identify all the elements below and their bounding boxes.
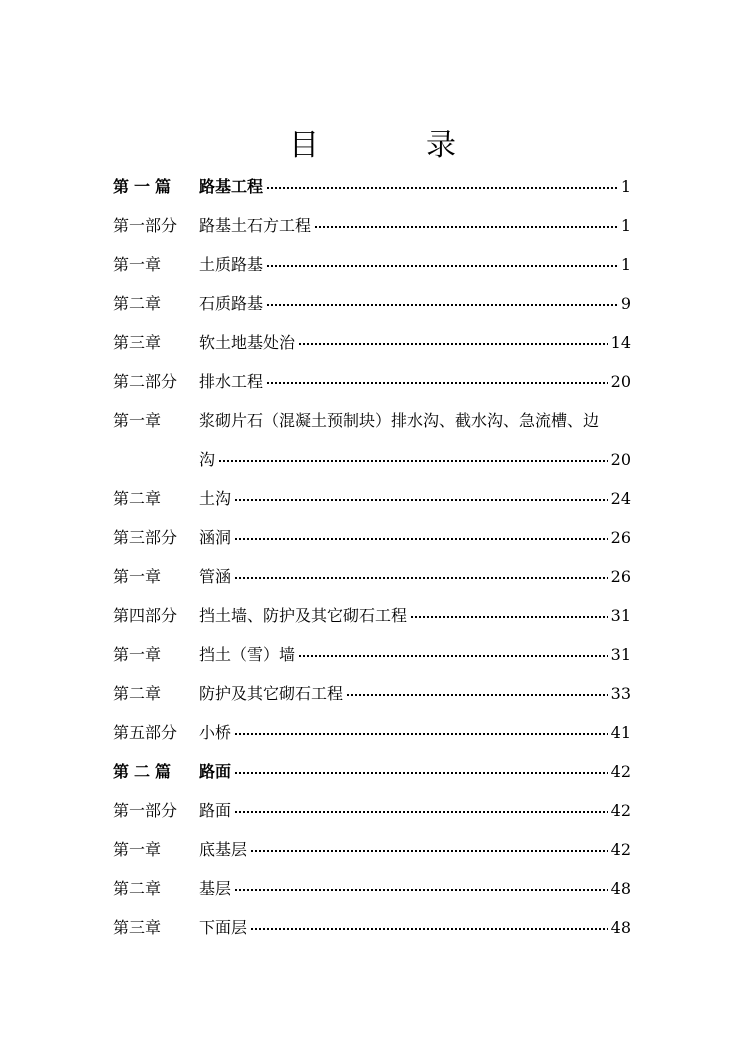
toc-entry[interactable] (0, 408, 744, 434)
toc-entry-label: 第三部分 (113, 528, 178, 547)
toc-entry-label: 第一章 (113, 840, 162, 859)
toc-entry-title: 路面 (199, 759, 235, 785)
toc-entry[interactable] (0, 330, 744, 356)
toc-entry-label: 第一章 (113, 255, 162, 274)
toc-entry-title: 软土地基处治 (199, 330, 299, 356)
toc-entry-page: 26 (608, 564, 631, 590)
toc-entry-label: 第一章 (113, 567, 162, 586)
toc-entry-title: 涵洞 (199, 525, 235, 551)
toc-entry[interactable] (0, 486, 744, 512)
toc-leader-dots (200, 772, 625, 774)
toc-entry-title: 土质路基 (199, 252, 267, 278)
toc-entry-page: 31 (608, 642, 631, 668)
toc-entry-page: 1 (618, 174, 631, 200)
toc-entry[interactable] (0, 681, 744, 707)
toc-entry-title: 挡土墙、防护及其它砌石工程 (199, 603, 411, 629)
toc-entry-title: 底基层 (199, 837, 251, 863)
toc-entry-page: 42 (608, 759, 631, 785)
toc-entry-label: 第二章 (113, 684, 162, 703)
toc-entry-title: 挡土（雪）墙 (199, 642, 299, 668)
toc-entry-page: 20 (608, 447, 631, 473)
toc-leader-dots (200, 733, 625, 735)
toc-entry[interactable] (0, 876, 744, 902)
toc-entry-page: 31 (608, 603, 631, 629)
toc-entry[interactable] (0, 720, 744, 746)
toc-entry-page: 14 (608, 330, 631, 356)
toc-entry-title: 石质路基 (199, 291, 267, 317)
toc-entry[interactable] (0, 291, 744, 317)
toc-entry-title: 浆砌片石（混凝土预制块）排水沟、截水沟、急流槽、边 (199, 408, 603, 434)
toc-entry[interactable] (0, 603, 744, 629)
toc-leader-dots (200, 499, 625, 501)
toc-entry-page: 42 (608, 837, 631, 863)
toc-entry-label: 第三章 (113, 918, 162, 937)
toc-entry-label: 第三章 (113, 333, 162, 352)
toc-title-char-2: 录 (426, 128, 456, 163)
toc-entry-part-1[interactable] (0, 174, 744, 200)
toc-entry-title: 路基土石方工程 (199, 213, 315, 239)
toc-entry-title: 排水工程 (199, 369, 267, 395)
toc-entry[interactable] (0, 213, 744, 239)
toc-entry-label: 第一部分 (113, 216, 178, 235)
toc-entry[interactable] (0, 369, 744, 395)
toc-leader-dots (200, 811, 625, 813)
toc-entry-title: 土沟 (199, 486, 235, 512)
toc-entry[interactable] (0, 564, 744, 590)
toc-entry-page: 1 (618, 252, 631, 278)
toc-entry-label: 第二章 (113, 294, 162, 313)
toc-entry-page: 42 (608, 798, 631, 824)
toc-entry-continuation[interactable] (0, 447, 744, 473)
toc-entry-page: 41 (608, 720, 631, 746)
toc-leader-dots (200, 889, 625, 891)
toc-entry-title: 小桥 (199, 720, 235, 746)
toc-entry-page: 1 (618, 213, 631, 239)
toc-entry-label: 第四部分 (113, 606, 178, 625)
toc-leader-dots (200, 928, 625, 930)
toc-leader-dots (200, 577, 625, 579)
toc-entry-title: 管涵 (199, 564, 235, 590)
toc-entry-part-2[interactable] (0, 759, 744, 785)
toc-title-char-1: 目 (289, 128, 319, 163)
toc-entry-label: 第一章 (113, 411, 162, 430)
toc-entry-page: 9 (618, 291, 631, 317)
toc-entry-title: 下面层 (199, 915, 251, 941)
toc-entry[interactable] (0, 915, 744, 941)
toc-entry-title: 防护及其它砌石工程 (199, 681, 347, 707)
toc-entry[interactable] (0, 837, 744, 863)
toc-entry-label: 第二部分 (113, 372, 178, 391)
toc-entry[interactable] (0, 798, 744, 824)
toc-entry-label: 第一章 (113, 645, 162, 664)
toc-entry[interactable] (0, 252, 744, 278)
toc-entry[interactable] (0, 525, 744, 551)
toc-entry-label: 第二篇 (113, 762, 177, 781)
toc-entry-page: 48 (608, 876, 631, 902)
toc-leader-dots (200, 850, 625, 852)
toc-entry-page: 20 (608, 369, 631, 395)
toc-leader-dots (200, 460, 625, 462)
toc-entry-title: 基层 (199, 876, 235, 902)
toc-entry-label: 第一部分 (113, 801, 178, 820)
toc-entry-label: 第五部分 (113, 723, 178, 742)
toc-entry-title: 路面 (199, 798, 235, 824)
toc-entry-page: 26 (608, 525, 631, 551)
toc-entry-title-continuation: 沟 (199, 447, 219, 473)
toc-leader-dots (200, 538, 625, 540)
toc-entry-page: 48 (608, 915, 631, 941)
toc-entry-label: 第一篇 (113, 177, 177, 196)
toc-entry-page: 33 (608, 681, 631, 707)
toc-entry-title: 路基工程 (199, 174, 267, 200)
toc-entry-label: 第二章 (113, 879, 162, 898)
toc-entry-page: 24 (608, 486, 631, 512)
toc-entry[interactable] (0, 642, 744, 668)
toc-entry-label: 第二章 (113, 489, 162, 508)
